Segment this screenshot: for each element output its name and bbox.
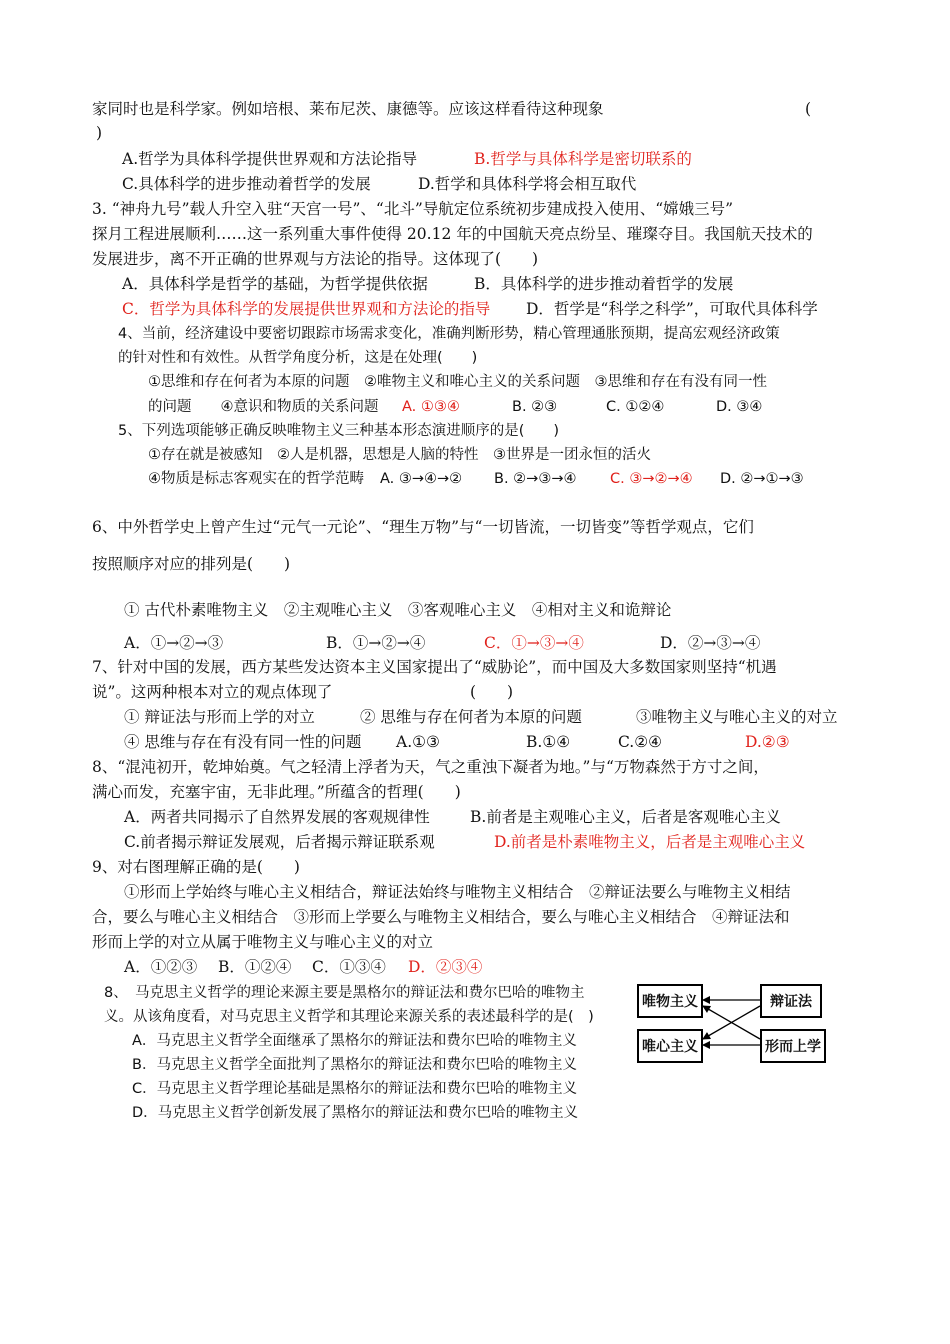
q9-options-line-3: 形而上学的对立从属于唯物主义与唯心主义的对立 <box>92 933 434 951</box>
q6-option-b: B．①→②→④ <box>326 634 426 652</box>
q5-option-d: D. ②→①→③ <box>720 471 804 487</box>
q6-stem-line-2: 按照顺序对应的排列是( ) <box>92 555 291 573</box>
q3-option-d: D．哲学是“科学之科学”，可取代具体科学 <box>526 300 818 318</box>
q7-option-b: B.①④ <box>526 733 571 751</box>
box-materialism: 唯物主义 <box>637 984 703 1018</box>
q8-option-c: C.前者揭示辩证发展观，后者揭示辩证联系观 <box>124 833 435 851</box>
q5-option-a: A. ③→④→② <box>380 471 463 487</box>
q7-option-d-answer: D.②③ <box>745 733 790 751</box>
q8-stem-line-1: 8、“混沌初开，乾坤始奠。气之轻清上浮者为天，气之重浊下凝者为地。”与“万物森然于方寸之间， <box>92 758 769 776</box>
q8-option-d-answer: D.前者是朴素唯物主义，后者是主观唯心主义 <box>494 833 806 851</box>
q10-stem-line-2: 义。从该角度看，对马克思主义哲学和其理论来源关系的表述最科学的是( ) <box>104 1009 594 1025</box>
box-idealism: 唯心主义 <box>637 1029 703 1063</box>
q6-option-d: D．②→③→④ <box>660 634 761 652</box>
q7-item-1: ① 辩证法与形而上学的对立 <box>124 708 315 726</box>
q5-option-c-answer: C. ③→②→④ <box>610 471 693 487</box>
q8-option-b: B.前者是主观唯心主义，后者是客观唯心主义 <box>470 808 781 826</box>
q9-options-line-1: ①形而上学始终与唯心主义相结合，辩证法始终与唯物主义相结合 ②辩证法要么与唯物主义相结 <box>124 883 791 901</box>
q9-option-a: A．①②③ <box>124 958 198 976</box>
q4-option-b: B. ②③ <box>512 399 558 415</box>
q3-option-b: B．具体科学的进步推动着哲学的发展 <box>474 275 734 293</box>
q7-answer-paren: ( ) <box>470 683 514 701</box>
q10-option-d: D．马克思主义哲学创新发展了黑格尔的辩证法和费尔巴哈的唯物主义 <box>132 1105 579 1121</box>
q7-item-4: ④ 思维与存在有没有同一性的问题 <box>124 733 362 751</box>
q10-stem-line-1: 8、 马克思主义哲学的理论来源主要是黑格尔的辩证法和费尔巴哈的唯物主 <box>104 985 585 1001</box>
q2-option-b-answer: B.哲学与具体科学是密切联系的 <box>474 150 692 168</box>
q2-option-a: A.哲学为具体科学提供世界观和方法论指导 <box>122 150 418 168</box>
q5-options-line-2: ④物质是标志客观实在的哲学范畴 <box>148 471 364 487</box>
q4-options-line-1: ①思维和存在何者为本原的问题 ②唯物主义和唯心主义的关系问题 ③思维和存在有没有同一性 <box>148 374 767 390</box>
q10-option-b: B．马克思主义哲学全面批判了黑格尔的辩证法和费尔巴哈的唯物主义 <box>132 1057 577 1073</box>
q4-options-line-2: 的问题 ④意识和物质的关系问题 <box>148 399 379 415</box>
q2-paren-close: ) <box>96 124 103 142</box>
q6-option-a: A．①→②→③ <box>124 634 224 652</box>
q3-stem-line-2: 探月工程进展顺利……这一系列重大事件使得 20.12 年的中国航天亮点纷呈、璀璨夺目。我国航天技术的 <box>92 225 813 243</box>
q3-option-a: A．具体科学是哲学的基础，为哲学提供依据 <box>122 275 428 293</box>
q9-stem: 9、对右图理解正确的是( ) <box>92 858 300 876</box>
q2-option-d: D.哲学和具体科学将会相互取代 <box>418 175 637 193</box>
q9-option-c: C．①③④ <box>312 958 386 976</box>
q4-stem-line-2: 的针对性和有效性。从哲学角度分析，这是在处理( ) <box>118 350 478 366</box>
q8-stem-line-2: 满心而发，充塞宇宙，无非此理。”所蕴含的哲理( ) <box>92 783 461 801</box>
q4-option-d: D. ③④ <box>716 399 763 415</box>
q6-options: ① 古代朴素唯物主义 ②主观唯心主义 ③客观唯心主义 ④相对主义和诡辩论 <box>124 601 672 619</box>
q5-stem: 5、下列选项能够正确反映唯物主义三种基本形态演进顺序的是( ) <box>118 423 560 439</box>
q3-option-c-answer: C．哲学为具体科学的发展提供世界观和方法论的指导 <box>122 300 491 318</box>
q9-options-line-2: 合，要么与唯心主义相结合 ③形而上学要么与唯物主义相结合，要么与唯心主义相结合 ④辩证法和 <box>92 908 790 926</box>
q5-options-line-1: ①存在就是被感知 ②人是机器，思想是人脑的特性 ③世界是一团永恒的活火 <box>148 447 651 463</box>
q7-item-3: ③唯物主义与唯心主义的对立 <box>636 708 838 726</box>
q8-option-a: A．两者共同揭示了自然界发展的客观规律性 <box>124 808 430 826</box>
q9-option-b: B．①②④ <box>218 958 292 976</box>
q2-stem-line: 家同时也是科学家。例如培根、莱布尼茨、康德等。应该这样看待这种现象 <box>92 100 604 118</box>
q10-option-c: C．马克思主义哲学理论基础是黑格尔的辩证法和费尔巴哈的唯物主义 <box>132 1081 578 1097</box>
q7-stem-line-2: 说”。这两种根本对立的观点体现了 <box>92 683 333 701</box>
q4-option-a-answer: A. ①③④ <box>402 399 460 415</box>
q2-paren-open: ( <box>805 100 812 118</box>
q4-option-c: C. ①②④ <box>606 399 665 415</box>
q6-option-c-answer: C．①→③→④ <box>484 634 584 652</box>
q7-item-2: ② 思维与存在何者为本原的问题 <box>360 708 582 726</box>
q4-stem-line-1: 4、当前，经济建设中要密切跟踪市场需求变化，准确判断形势，精心管理通胀预期，提高宏观经济政策 <box>118 326 780 342</box>
q3-stem-line-3: 发展进步，离不开正确的世界观与方法论的指导。这体现了( ) <box>92 250 539 268</box>
q2-option-c: C.具体科学的进步推动着哲学的发展 <box>122 175 371 193</box>
q5-option-b: B. ②→③→④ <box>494 471 577 487</box>
q7-option-a: A.①③ <box>396 733 440 751</box>
q6-stem-line-1: 6、中外哲学史上曾产生过“元气一元论”、“理生万物”与“一切皆流，一切皆变”等哲学观点，它们 <box>92 518 754 536</box>
q3-stem-line-1: 3. “神舟九号”载人升空入驻“天宫一号”、“北斗”导航定位系统初步建成投入使用、“嫦娥三号” <box>92 200 734 218</box>
q10-option-a: A．马克思主义哲学全面继承了黑格尔的辩证法和费尔巴哈的唯物主义 <box>132 1033 577 1049</box>
q9-option-d-answer: D．②③④ <box>408 958 483 976</box>
q7-stem-line-1: 7、针对中国的发展，西方某些发达资本主义国家提出了“威胁论”，而中国及大多数国家则坚持“机遇 <box>92 658 777 676</box>
q7-option-c: C.②④ <box>618 733 663 751</box>
box-dialectics: 辩证法 <box>760 984 822 1018</box>
box-metaphysics: 形而上学 <box>760 1029 826 1063</box>
